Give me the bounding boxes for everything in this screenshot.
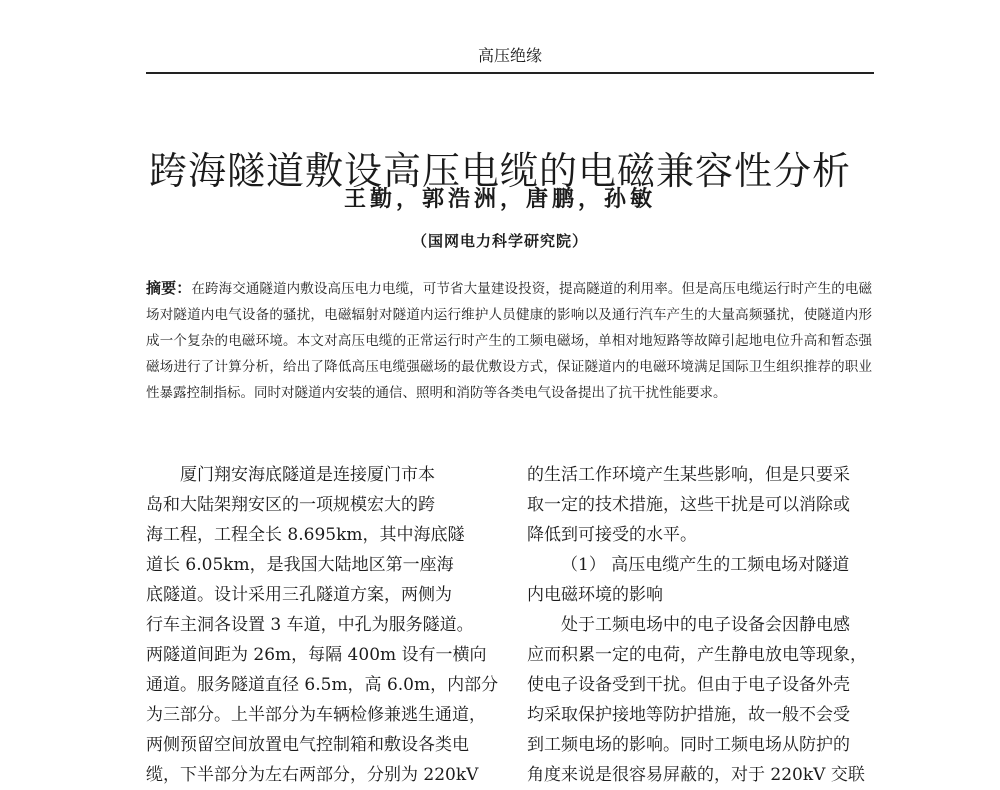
body-line: 取一定的技术措施，这些干扰是可以消除或 [527,495,850,515]
running-header: 高压绝缘 [477,46,542,65]
body-line: 到工频电场的影响。同时工频电场从防护的 [527,735,850,755]
paper-title: 跨海隧道敷设高压电缆的电磁兼容性分析 [148,149,851,194]
body-line: 缆，下半部分为左右两部分，分别为 220kV [146,765,479,785]
body-line: 行车主洞各设置 3 车道，中孔为服务隧道。 [146,615,474,635]
body-line: 为三部分。上半部分为车辆检修兼逃生通道， [146,705,486,725]
body-line: 均采取保护接地等防护措施，故一般不会受 [527,705,850,725]
body-line: 两侧预留空间放置电气控制箱和敷设各类电 [146,735,469,755]
body-line: 岛和大陆架翔安区的一项规模宏大的跨 [146,495,435,515]
body-line: 道长 6.05km，是我国大陆地区第一座海 [146,555,454,575]
affiliation: （国网电力科学研究院） [411,232,588,250]
body-line: 通道。服务隧道直径 6.5m，高 6.0m，内部分 [146,675,499,695]
body-line: 两隧道间距为 26m，每隔 400m 设有一横向 [146,645,487,665]
body-line: 降低到可接受的水平。 [527,525,697,545]
abstract [146,275,872,406]
author-list: 王勤，郭浩洲，唐鹏，孙敏 [343,186,656,212]
abstract-label: 摘要： [146,279,192,297]
body-column-left [146,460,499,790]
body-line: 的生活工作环境产生某些影响，但是只要采 [527,465,850,485]
body-column-right [527,460,872,790]
section-heading: （1） 高压电缆产生的工频电场对隧道 [561,555,850,575]
body-line: 处于工频电场中的电子设备会因静电感 [561,615,850,635]
body-line: 底隧道。设计采用三孔隧道方案，两侧为 [146,585,452,605]
section-heading: 内电磁环境的影响 [527,585,663,605]
body-line: 应而积累一定的电荷，产生静电放电等现象， [527,645,867,665]
body-line: 海工程，工程全长 8.695km，其中海底隧 [146,525,465,545]
body-line: 使电子设备受到干扰。但由于电子设备外壳 [527,675,850,695]
body-line: 厦门翔安海底隧道是连接厦门市本 [180,465,435,485]
body-line: 角度来说是很容易屏蔽的，对于 220kV 交联 [527,765,865,785]
header-rule [146,72,874,74]
abstract-text: 在跨海交通隧道内敷设高压电力电缆，可节省大量建设投资，提高隧道的利用率。但是高压电缆运行时产生的电磁场对隧道内电气设备的骚扰，电磁辐射对隧道内运行维护人员健康的影响以及通行汽车产生的大量高频骚扰，使隧道内形成一个复杂的电磁环境。本文对高压电缆的正常运行时产生的工频电磁场，单相对地短路等故障引起地电位升高和暂态强磁场进行了计算分析，给出了降低高压电缆强磁场的最优敷设方式，保证隧道内的电磁环境满足国际卫生组织推荐的职业性暴露控制指标。同时对隧道内安装的通信、照明和消防等各类电气设备提出了抗干扰性能要求。 [146,281,872,401]
